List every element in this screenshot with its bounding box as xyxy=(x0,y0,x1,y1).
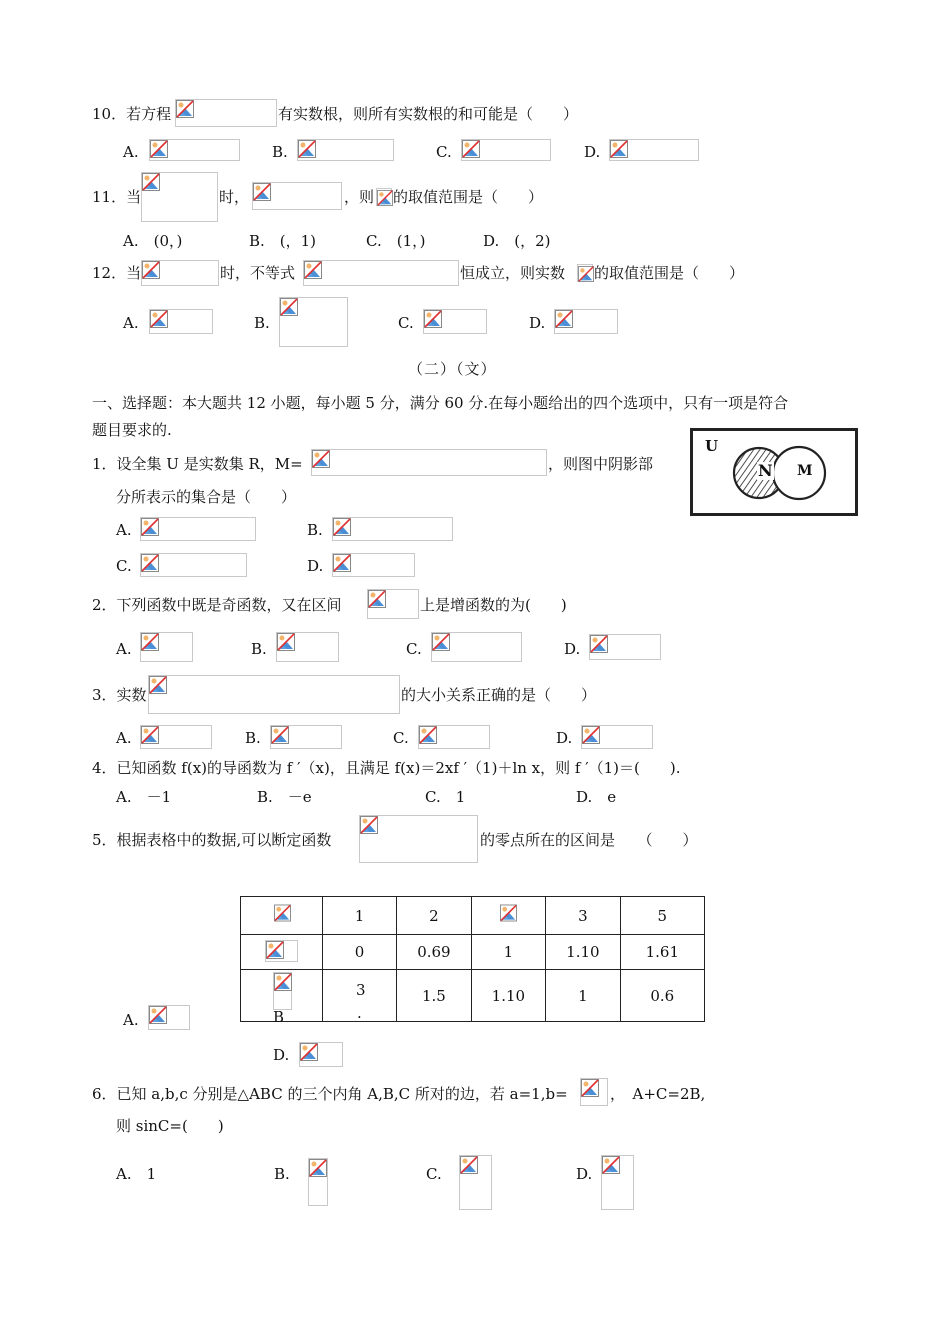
p6-stem-tail: ， A+C=2B, xyxy=(610,1085,706,1103)
p5-option-a-image xyxy=(148,1005,190,1030)
broken-image-icon xyxy=(500,904,517,922)
table-header-lnx xyxy=(241,935,323,970)
q12-stem-mid: 时，不等式 xyxy=(220,264,296,282)
table-cell: 5 xyxy=(620,897,704,935)
table-cell: 1.61 xyxy=(620,935,704,970)
p3-option-b-label: B. xyxy=(245,729,261,747)
q12-stem-mid2: 恒成立，则实数 xyxy=(460,264,566,282)
q11-option-d: D. (，2) xyxy=(483,232,551,250)
lnx-symbol-image xyxy=(265,940,298,962)
p6-b-value-image xyxy=(580,1078,608,1106)
q11-stem-mid2: ，则 xyxy=(344,188,375,206)
table-cell: 0.69 xyxy=(397,935,471,970)
q10-option-c-label: C. xyxy=(436,143,452,161)
p4-option-d: D. e xyxy=(576,788,617,806)
p5-option-d-label: D. xyxy=(273,1046,290,1064)
p5-stem-post: 的零点所在的区间是 （ ） xyxy=(480,831,698,849)
q12-option-b-image xyxy=(279,297,348,347)
q11-expression-image xyxy=(252,182,342,210)
broken-image-icon xyxy=(298,140,316,158)
broken-image-icon xyxy=(300,1043,318,1061)
table-cell: 2 xyxy=(397,897,471,935)
table-header-fx xyxy=(241,970,323,1026)
p6-option-d-image xyxy=(601,1155,634,1210)
x-symbol-image xyxy=(274,904,291,922)
broken-image-icon xyxy=(578,265,594,283)
broken-image-icon xyxy=(462,140,480,158)
p6-option-a: A. 1 xyxy=(116,1165,157,1183)
table-cell: 0 xyxy=(322,935,396,970)
q10-option-b-image xyxy=(297,139,394,161)
broken-image-icon xyxy=(253,183,271,201)
p2-option-b-label: B. xyxy=(251,640,267,658)
p1-stem-pre: 1．设全集 U 是实数集 R，M= xyxy=(92,455,303,473)
table-cell-value: 3 xyxy=(355,981,366,999)
p1-stem-line2: 分所表示的集合是（ ） xyxy=(116,488,297,506)
p5-stem-pre: 5．根据表格中的数据,可以断定函数 xyxy=(92,831,332,849)
broken-image-icon xyxy=(304,261,322,279)
broken-image-icon xyxy=(581,1079,599,1097)
table-cell-dot: . xyxy=(356,1004,362,1022)
broken-image-icon xyxy=(419,726,437,744)
p6-option-c-label: C. xyxy=(426,1165,442,1183)
p1-option-b-image xyxy=(332,517,453,541)
table-cell: 1.10 xyxy=(471,970,545,1022)
p5-option-d-image xyxy=(299,1042,343,1067)
broken-image-icon xyxy=(150,140,168,158)
fx-symbol-image xyxy=(273,972,292,1010)
p6-stem-line1: 6．已知 a,b,c 分别是△ABC 的三个内角 A,B,C 所对的边，若 a=1,b= xyxy=(92,1085,568,1103)
q12-inequality-image xyxy=(303,260,459,286)
p2-stem-pre: 2．下列函数中既是奇函数，又在区间 xyxy=(92,596,342,614)
q12-option-d-label: D. xyxy=(529,314,546,332)
broken-image-icon xyxy=(312,450,330,468)
q11-stem-post: 的取值范围是（ ） xyxy=(393,188,544,206)
p3-stem-post: 的大小关系正确的是（ ） xyxy=(401,686,597,704)
table-cell xyxy=(471,897,545,935)
q12-stem-post: 的取值范围是（ ） xyxy=(594,264,745,282)
venn-label-n: N xyxy=(758,461,773,480)
q12-option-a-image xyxy=(149,309,213,334)
broken-image-icon xyxy=(432,633,450,651)
q11-stem-mid: 时， xyxy=(219,188,250,206)
q10-option-c-image xyxy=(461,139,551,161)
broken-image-icon xyxy=(360,816,378,834)
broken-image-icon xyxy=(141,554,159,572)
p3-option-a-image xyxy=(140,725,212,749)
broken-image-icon xyxy=(280,298,298,316)
p2-option-d-label: D. xyxy=(564,640,581,658)
q11-option-b: B. (，1) xyxy=(249,232,317,250)
q12-variable-image xyxy=(577,264,593,282)
p5-data-table xyxy=(240,896,705,1026)
broken-image-icon xyxy=(271,726,289,744)
p3-option-b-image xyxy=(270,725,342,749)
p2-interval-image xyxy=(367,589,419,619)
p3-option-d-label: D. xyxy=(556,729,573,747)
p6-option-d-label: D. xyxy=(576,1165,593,1183)
p5-function-image xyxy=(359,815,478,863)
q10-option-d-image xyxy=(609,139,699,161)
broken-image-icon xyxy=(149,1006,167,1024)
q10-option-b-label: B. xyxy=(272,143,288,161)
p2-option-c-label: C. xyxy=(406,640,422,658)
broken-image-icon xyxy=(309,1159,327,1177)
p6-option-c-image xyxy=(459,1155,492,1210)
p1-set-m-image xyxy=(311,449,547,476)
p4-option-b: B. －e xyxy=(257,788,312,806)
table-row xyxy=(241,897,705,935)
q11-option-c: C. (1，) xyxy=(366,232,426,250)
p4-option-a: A. －1 xyxy=(116,788,172,806)
p1-option-d-image xyxy=(332,553,415,577)
table-cell: 1.5 xyxy=(397,970,471,1022)
broken-image-icon xyxy=(141,518,159,536)
broken-image-icon xyxy=(610,140,628,158)
broken-image-icon xyxy=(142,173,160,191)
broken-image-icon xyxy=(377,189,393,207)
p6-stem-line2: 则 sinC=( ) xyxy=(116,1117,224,1135)
q12-option-c-image xyxy=(423,309,487,334)
section-title: （二）（文） xyxy=(408,360,497,378)
broken-image-icon xyxy=(142,261,160,279)
p1-option-d-label: D. xyxy=(307,557,324,575)
q12-option-d-image xyxy=(554,309,618,334)
broken-image-icon xyxy=(333,518,351,536)
q10-option-a-image xyxy=(149,139,240,161)
q12-condition-image xyxy=(141,260,219,286)
broken-image-icon xyxy=(149,676,167,694)
p4-stem: 4．已知函数 f(x)的导函数为 f ′（x)，且满足 f(x)＝2xf ′（1)＋ln x，则 f ′（1)＝( ). xyxy=(92,759,681,777)
table-row xyxy=(241,970,705,1022)
q12-stem-pre: 12．当 xyxy=(92,264,142,282)
table-row xyxy=(241,935,705,970)
section-intro-line1: 一、选择题：本大题共 12 小题，每小题 5 分，满分 60 分.在每小题给出的四个选项中，只有一项是符合 xyxy=(92,394,789,412)
q10-option-d-label: D. xyxy=(584,143,601,161)
broken-image-icon xyxy=(274,973,292,991)
q12-option-a-label: A. xyxy=(123,314,139,332)
broken-image-icon xyxy=(424,310,442,328)
broken-image-icon xyxy=(602,1156,620,1174)
p5-option-a-label: A. xyxy=(123,1011,139,1029)
table-header-x xyxy=(241,897,323,935)
p2-option-a-label: A. xyxy=(116,640,132,658)
e-symbol-image xyxy=(500,904,517,922)
p3-option-a-label: A. xyxy=(116,729,132,747)
p1-option-c-label: C. xyxy=(116,557,132,575)
table-cell: 1 xyxy=(322,897,396,935)
broken-image-icon xyxy=(555,310,573,328)
p6-option-b-image xyxy=(308,1158,328,1206)
table-cell: 1 xyxy=(546,970,620,1022)
p1-option-a-image xyxy=(140,517,256,541)
broken-image-icon xyxy=(460,1156,478,1174)
p3-option-c-label: C. xyxy=(393,729,409,747)
broken-image-icon xyxy=(150,310,168,328)
q10-stem-pre: 10．若方程 xyxy=(92,105,172,123)
p2-option-d-image xyxy=(589,634,661,660)
p4-option-c: C. 1 xyxy=(425,788,466,806)
q10-option-a-label: A. xyxy=(123,143,139,161)
broken-image-icon xyxy=(141,726,159,744)
venn-label-u: U xyxy=(705,437,719,455)
p3-values-image xyxy=(148,675,400,714)
p6-option-b-label: B. xyxy=(274,1165,290,1183)
p2-stem-post: 上是增函数的为( ) xyxy=(420,596,567,614)
q12-option-b-label: B. xyxy=(254,314,270,332)
option-b-label: B xyxy=(273,1008,285,1026)
p2-option-c-image xyxy=(431,632,522,662)
q10-equation-image xyxy=(175,99,277,127)
p1-option-a-label: A. xyxy=(116,521,132,539)
q11-option-a: A. (0，) xyxy=(123,232,183,250)
q10-stem-post: 有实数根，则所有实数根的和可能是（ ） xyxy=(278,105,579,123)
venn-diagram xyxy=(690,428,858,516)
broken-image-icon xyxy=(368,590,386,608)
broken-image-icon xyxy=(274,904,291,922)
p3-stem-pre: 3．实数 xyxy=(92,686,147,704)
q12-option-c-label: C. xyxy=(398,314,414,332)
p1-option-b-label: B. xyxy=(307,521,323,539)
p2-option-a-image xyxy=(140,632,193,662)
broken-image-icon xyxy=(176,100,194,118)
q11-condition-image xyxy=(141,172,218,222)
broken-image-icon xyxy=(266,941,284,959)
broken-image-icon xyxy=(141,633,159,651)
table-cell: 0.6 xyxy=(620,970,704,1022)
p1-stem-post: ，则图中阴影部 xyxy=(548,455,654,473)
p2-option-b-image xyxy=(276,632,339,662)
venn-label-m: M xyxy=(797,463,813,479)
p3-option-c-image xyxy=(418,725,490,749)
broken-image-icon xyxy=(277,633,295,651)
table-cell: 3 xyxy=(546,897,620,935)
q11-variable-image xyxy=(376,188,392,206)
p1-option-c-image xyxy=(140,553,247,577)
section-intro-line2: 题目要求的. xyxy=(92,421,172,439)
broken-image-icon xyxy=(333,554,351,572)
table-cell: 1.10 xyxy=(546,935,620,970)
q11-stem-pre: 11．当 xyxy=(92,188,142,206)
broken-image-icon xyxy=(590,635,608,653)
table-cell xyxy=(322,970,396,1022)
table-cell: 1 xyxy=(471,935,545,970)
broken-image-icon xyxy=(582,726,600,744)
p3-option-d-image xyxy=(581,725,653,749)
